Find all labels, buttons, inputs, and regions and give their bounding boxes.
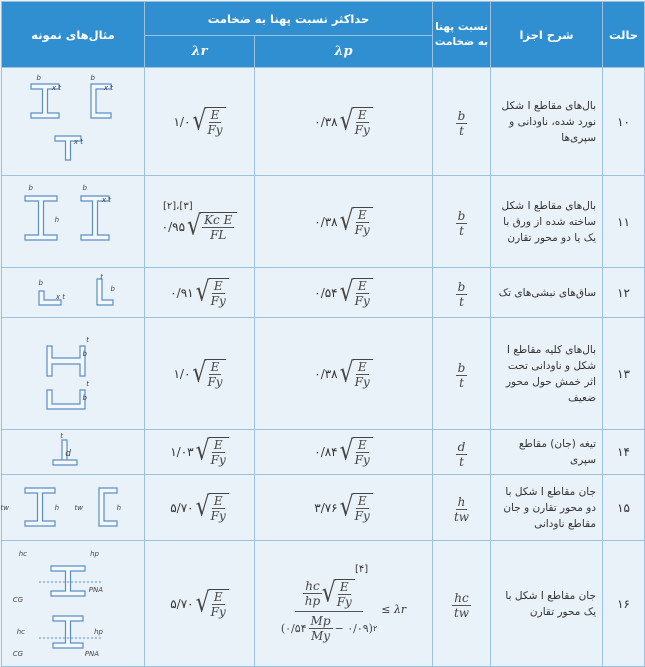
example-diagram <box>2 430 145 475</box>
svg-text:CG: CG <box>12 649 23 658</box>
hc-label: hc <box>305 579 320 594</box>
ratio-numerator: h <box>457 495 466 509</box>
lambda-p-formula <box>314 207 373 237</box>
header-max-ratio: حداکثر نسبت پهنا به ضخامت <box>145 2 433 36</box>
lambda-r-denominator: Fy <box>207 374 223 389</box>
ratio-denominator: t <box>459 224 464 238</box>
width-thickness-table <box>1 1 645 667</box>
svg-text:h: h <box>54 215 59 224</box>
ratio-fraction <box>456 209 468 238</box>
lambda-r-coefficient: ۵/۷۰ <box>170 596 194 611</box>
ratio-denominator: t <box>459 376 464 390</box>
ratio-fraction <box>456 440 468 469</box>
radical: √ $\frac{E}{Fy}$ <box>196 493 229 523</box>
lambda-p-numerator: E <box>357 278 367 293</box>
table-row <box>2 268 645 318</box>
ratio-numerator: b <box>457 361 466 375</box>
lambda-r-coefficient: ۱/۰۳ <box>170 445 194 459</box>
lambda-p-coefficient: ۰/۵۴ <box>314 285 338 300</box>
svg-text:t: t <box>60 432 63 440</box>
svg-text:tw: tw <box>0 503 9 512</box>
radical: √ $\frac{E}{Fy}$ <box>340 437 373 467</box>
radical: √ $\frac{E}{Fy}$ <box>192 107 225 137</box>
ratio-cell <box>433 268 491 318</box>
lambda-p-formula <box>314 278 373 308</box>
ratio-fraction <box>456 280 468 309</box>
svg-text:b: b <box>90 73 95 82</box>
row-description: بال‌های مقاطع I شکل ساخته شده از ورق با یک یا دو محور تقارن <box>491 176 603 268</box>
lambda-p-numerator: E <box>357 107 367 122</box>
single-angle-diagram <box>3 269 143 313</box>
lambda-p-cell <box>255 475 433 541</box>
ratio-cell <box>433 430 491 475</box>
radical: √ $\frac{E}{Fy}$ <box>196 278 229 308</box>
svg-text:b: b <box>38 278 43 287</box>
ratio-denominator: t <box>459 454 464 469</box>
lambda-p-denominator: Fy <box>354 453 370 467</box>
header-examples: مثال‌های نمونه <box>2 2 145 68</box>
row-description: جان مقاطع I شکل با دو محور تقارن و جان مقاطع ناودانی <box>491 475 603 541</box>
lambda-p-denominator: Fy <box>354 222 370 237</box>
lambda-r-cell <box>145 541 255 667</box>
tee-stem-diagram <box>3 430 143 470</box>
svg-text:t: t <box>100 272 103 281</box>
svg-text:x t: x t <box>103 83 113 92</box>
example-diagram <box>2 318 145 430</box>
lambda-p-numerator: E <box>357 493 367 508</box>
rolled-sections-diagram <box>3 70 143 170</box>
svg-text:t: t <box>86 379 89 388</box>
table-row <box>2 318 645 430</box>
ratio-cell <box>433 176 491 268</box>
built-up-sections-diagram <box>3 178 143 262</box>
lambda-p-cell <box>255 68 433 176</box>
lambda-r-coefficient: ۱/۰ <box>173 366 191 381</box>
lambda-p-formula <box>314 437 373 467</box>
case-number: ۱۳ <box>603 318 645 430</box>
lambda-r-denominator: Fy <box>210 604 226 619</box>
svg-text:PNA: PNA <box>88 585 103 594</box>
ratio-numerator: hc <box>454 591 469 605</box>
radical: √ $\frac{E}{Fy}$ <box>340 278 373 308</box>
lambda-p-coefficient: ۰/۳۸ <box>314 114 338 129</box>
radical: √ $\frac{E}{Fy}$ <box>340 493 373 523</box>
radical: √ $\frac{\text{Kc E}}{FL}$ <box>187 212 237 242</box>
radical: √ $\frac{E}{Fy}$ <box>192 359 225 389</box>
lambda-r-cell <box>145 430 255 475</box>
lambda-r-formula <box>170 437 229 467</box>
row16-fraction: $\frac{hc}{hp}$ √ $\frac{E}{Fy}$ (۰/۵۴ $\frac{Mp}{My}$ − ۰/۰۹) ۲ <box>280 577 378 643</box>
svg-text:PNA: PNA <box>84 649 99 658</box>
lambda-r-cell <box>145 318 255 430</box>
svg-text:tw: tw <box>74 503 83 512</box>
svg-text:d: d <box>65 449 71 459</box>
header-ratio: نسبت پهنا به ضخامت <box>433 2 491 68</box>
reference-note: [۳]،[۲] <box>163 201 193 212</box>
lambda-r-formula <box>170 589 229 619</box>
lambda-p-cell <box>255 430 433 475</box>
table-row <box>2 475 645 541</box>
lambda-r-numerator: E <box>213 278 223 293</box>
lambda-p-formula <box>281 577 406 643</box>
lambda-r-denominator: Fy <box>210 453 226 467</box>
svg-text:hp: hp <box>94 627 103 636</box>
lambda-p-denominator: Fy <box>354 508 370 523</box>
lambda-r-coefficient: ۱/۰ <box>173 114 191 129</box>
example-diagram <box>2 475 145 541</box>
ratio-denominator: t <box>459 124 464 138</box>
lambda-r-denominator: FL <box>210 228 227 242</box>
case-number: ۱۲ <box>603 268 645 318</box>
table-row <box>2 541 645 667</box>
case-number: ۱۱ <box>603 176 645 268</box>
row-description: تیغه (جان) مقاطع سپری <box>491 430 603 475</box>
header-lambda-p: λp <box>255 36 433 68</box>
example-diagram <box>2 541 145 667</box>
radical: √ $\frac{E}{Fy}$ <box>196 437 229 467</box>
ratio-numerator: d <box>457 439 466 454</box>
ratio-fraction <box>456 109 468 138</box>
lambda-p-coefficient: ۳/۷۶ <box>314 500 338 515</box>
lambda-r-formula <box>173 107 225 137</box>
lambda-r-cell <box>145 176 255 268</box>
ratio-numerator: b <box>457 109 466 123</box>
reference-note: [۴] <box>355 564 369 576</box>
lambda-r-numerator: E <box>213 438 223 452</box>
lambda-r-numerator: E <box>213 589 223 604</box>
header-lambda-r: λr <box>145 36 255 68</box>
lambda-r-coefficient: ۰/۹۵ <box>161 220 186 234</box>
row-description: بال‌های مقاطع I شکل نورد شده، ناودانی و سپری‌ها <box>491 68 603 176</box>
lambda-p-cell <box>255 268 433 318</box>
svg-text:b: b <box>36 73 41 82</box>
svg-text:h: h <box>116 503 121 512</box>
svg-text:h: h <box>54 503 59 512</box>
radical: √ $\frac{E}{Fy}$ <box>340 207 373 237</box>
svg-text:b: b <box>82 393 87 402</box>
ratio-numerator: b <box>457 280 466 294</box>
table-row <box>2 176 645 268</box>
lambda-p-coefficient: ۰/۳۸ <box>314 214 338 229</box>
lambda-r-cell <box>145 68 255 176</box>
lambda-r-coefficient: ۰/۹۱ <box>170 285 194 300</box>
row-description: بال‌های کلیه مقاطع I شکل و ناودانی تحت اثر خمش حول محور ضعیف <box>491 318 603 430</box>
radical: √ $\frac{E}{Fy}$ <box>196 589 229 619</box>
lambda-p-coefficient: ۰/۸۴ <box>314 445 338 459</box>
example-diagram <box>2 68 145 176</box>
ratio-denominator: tw <box>453 606 470 620</box>
svg-text:CG: CG <box>12 595 23 604</box>
ratio-cell <box>433 541 491 667</box>
ratio-fraction <box>456 361 468 390</box>
lambda-p-denominator: Fy <box>354 293 370 308</box>
svg-text:hp: hp <box>90 549 99 558</box>
svg-text:b: b <box>82 349 87 358</box>
web-slenderness-diagram <box>0 476 143 536</box>
ratio-denominator: tw <box>453 510 470 524</box>
example-diagram <box>2 176 145 268</box>
lambda-p-cell <box>255 541 433 667</box>
case-number: ۱۶ <box>603 541 645 667</box>
radical: √ $\frac{E}{Fy}$ <box>340 107 373 137</box>
svg-text:x t: x t <box>101 195 111 204</box>
lambda-p-formula <box>314 107 373 137</box>
ratio-denominator: t <box>459 295 464 309</box>
table-row <box>2 68 645 176</box>
table-row <box>2 430 645 475</box>
lambda-r-numerator: E <box>210 359 220 374</box>
lambda-p-denominator: Fy <box>354 122 370 137</box>
lambda-r-numerator: Kc E <box>204 213 233 227</box>
lambda-p-denominator: Fy <box>354 374 370 389</box>
lambda-r-denominator: Fy <box>210 293 226 308</box>
lambda-r-cell <box>145 268 255 318</box>
lambda-p-formula <box>314 359 373 389</box>
lambda-p-cell <box>255 318 433 430</box>
ratio-fraction <box>454 495 469 524</box>
lambda-r-formula <box>170 278 229 308</box>
header-description: شرح اجزا <box>491 2 603 68</box>
svg-text:x t: x t <box>55 292 65 301</box>
lambda-p-numerator: E <box>357 438 367 452</box>
row-description: ساق‌های نبشی‌های تک <box>491 268 603 318</box>
svg-text:hc: hc <box>18 549 27 558</box>
lambda-p-cell <box>255 176 433 268</box>
radical: √ $\frac{E}{Fy}$ <box>340 359 373 389</box>
hp-label: hp <box>304 594 321 609</box>
svg-text:hc: hc <box>16 627 25 636</box>
svg-text:x t: x t <box>73 137 83 146</box>
svg-text:t: t <box>86 335 89 344</box>
ratio-cell <box>433 318 491 430</box>
svg-text:b: b <box>28 183 33 192</box>
svg-text:x t: x t <box>51 83 61 92</box>
example-diagram <box>2 268 145 318</box>
svg-text:b: b <box>110 284 115 293</box>
limit-label: ≤ λr <box>381 603 407 617</box>
lambda-r-coefficient: ۵/۷۰ <box>170 500 194 515</box>
svg-text:b: b <box>82 183 87 192</box>
weak-axis-bending-diagram <box>3 320 143 424</box>
row-description: جان مقاطع I شکل با یک محور تقارن <box>491 541 603 667</box>
ratio-fraction <box>452 591 470 620</box>
singly-symmetric-diagram <box>3 542 143 662</box>
lambda-r-formula <box>170 493 229 523</box>
lambda-r-denominator: Fy <box>210 508 226 523</box>
lambda-r-numerator: E <box>213 493 223 508</box>
lambda-r-formula <box>173 359 225 389</box>
lambda-p-coefficient: ۰/۳۸ <box>314 366 338 381</box>
case-number: ۱۴ <box>603 430 645 475</box>
lambda-p-formula <box>314 493 373 523</box>
ratio-cell <box>433 475 491 541</box>
lambda-r-denominator: Fy <box>207 122 223 137</box>
ratio-numerator: b <box>457 209 466 223</box>
lambda-p-numerator: E <box>357 207 367 222</box>
lambda-p-numerator: E <box>357 359 367 374</box>
ratio-cell <box>433 68 491 176</box>
case-number: ۱۵ <box>603 475 645 541</box>
lambda-r-numerator: E <box>210 107 220 122</box>
case-number: ۱۰ <box>603 68 645 176</box>
lambda-r-formula <box>162 212 238 242</box>
header-case: حالت <box>603 2 645 68</box>
lambda-r-cell <box>145 475 255 541</box>
